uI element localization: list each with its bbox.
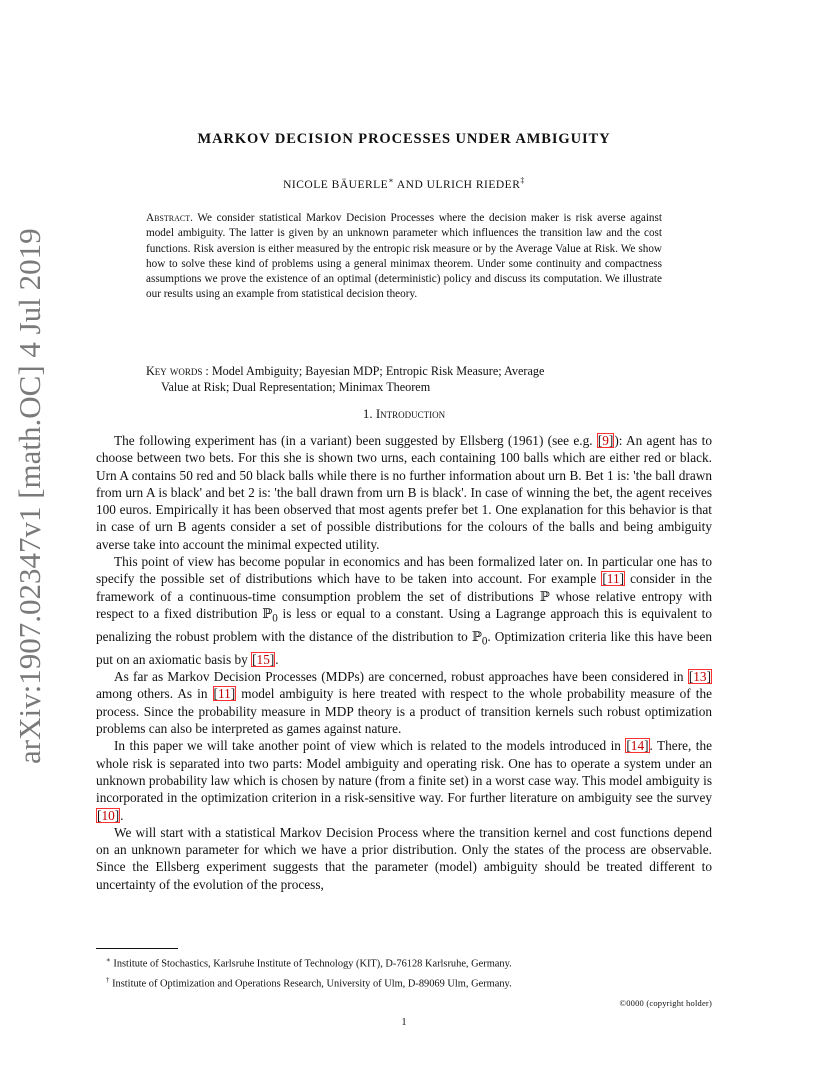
subscript: 0 xyxy=(272,612,278,625)
footnote-1 xyxy=(106,952,706,972)
page-number: 1 xyxy=(401,1017,407,1028)
subscript: 0 xyxy=(481,635,488,648)
arxiv-identifier: arXiv:1907.02347v1 [math.OC] 4 Jul 2019 xyxy=(12,228,47,764)
author-conjunction: AND xyxy=(394,178,427,191)
text-run: This point of view has become popular in economics and has been formalized later on. In particular one has to specify the possible set of distributions which have to be taken into account. For example xyxy=(96,554,712,587)
citation-link[interactable] xyxy=(597,433,615,448)
text-run: . There, the whole risk is separated into two parts: Model ambiguity and operating risk. One has to operate a system under an unknown probability law which is chosen by nature (from a finite set) in a worst case way. This model ambiguity is incorporated in the optimization criterion in a risk-sensitive way. For further literature on ambiguity see the survey xyxy=(96,738,713,806)
abstract-text: We consider statistical Markov Decision Processes where the decision maker is risk averse against model ambiguity. The latter is given by an unknown parameter which influences the transition law and the cost functions. Risk aversion is either measured by the entropic risk measure or by the Average Value at Risk. We show how to solve these kind of problems using a general minimax theorem. Under some continuity and compactness assumptions we prove the existence of an optimal (deterministic) policy and discuss its computation. We illustrate our results using an example from statistical decision theory. xyxy=(146,212,662,301)
citation-link[interactable] xyxy=(625,738,649,753)
copyright-notice: ©0000 (copyright holder) xyxy=(619,998,712,1008)
section-heading xyxy=(96,406,712,422)
paragraph-2 xyxy=(96,553,712,668)
text-run: As far as Markov Decision Processes (MDPs) are concerned, robust approaches have been considered in xyxy=(114,669,688,685)
footnotes xyxy=(106,952,706,993)
footnote-text: Institute of Optimization and Operations Research, University of Ulm, D-89069 Ulm, Germany. xyxy=(109,978,512,990)
text-run: . xyxy=(275,651,279,667)
author-1: NICOLE BÄUERLE xyxy=(283,178,389,191)
text-run: consider in the framework of a continuous-time consumption problem the set of distributions ℙ whose relative entropy with respect to a fixed distribution ℙ xyxy=(96,571,713,621)
keywords-line-1: Model Ambiguity; Bayesian MDP; Entropic Risk Measure; Average xyxy=(211,364,545,378)
body-text xyxy=(96,432,712,893)
paper-title: MARKOV DECISION PROCESSES UNDER AMBIGUITY xyxy=(197,131,611,147)
citation-number[interactable]: [ 11 ] xyxy=(602,571,624,586)
text-run: The following experiment has (in a variant) been suggested by Ellsberg (1961) (see e.g. xyxy=(114,433,597,448)
citation-number[interactable]: [ 9 ] xyxy=(598,433,614,448)
author-1-mark: ∗ xyxy=(388,176,395,185)
paragraph-1 xyxy=(96,432,712,553)
text-run: model ambiguity is here treated with respect to the whole probability measure of the process. Since the probability measure in MDP theory is a product of transition kernels such robust optimization problems can also be interpreted as games against nature. xyxy=(96,686,712,737)
keywords xyxy=(146,363,662,396)
paragraph-5 xyxy=(96,824,712,893)
keywords-label: Key words xyxy=(146,364,203,378)
text-run: ): An agent has to choose between two bets. For this she is shown two urns, each containing 100 balls which are either red or black. Urn A contains 50 red and 50 black balls while there is no further information about urn B. Bet 1 is: 'the ball drawn from urn A is black' and bet 2 is: 'the ball drawn from urn B is black'. In case of winning the bet, the agent receives 100 euros. Empirically it has been observed that most agents prefer bet 1. One explanation for this behavior is that in case of urn B agents consider a set of possible distributions for the colours of the balls and being ambiguity averse take into account the minimal expected utility. xyxy=(96,433,712,552)
author-line xyxy=(96,176,712,191)
abstract-label: Abstract. xyxy=(146,212,193,224)
author-2: ULRICH RIEDER xyxy=(426,178,521,191)
abstract xyxy=(146,211,662,303)
text-run: . Optimization criteria like this have been put on an axiomatic basis by xyxy=(96,628,712,667)
section-title: Introduction xyxy=(375,406,446,421)
citation-link[interactable] xyxy=(688,669,712,684)
citation-link[interactable] xyxy=(251,652,275,667)
citation-link[interactable] xyxy=(213,686,237,701)
paragraph-4 xyxy=(96,737,712,823)
author-2-mark: ‡ xyxy=(520,176,525,185)
footnote-rule xyxy=(96,948,178,949)
citation-number[interactable]: [ 13 ] xyxy=(689,669,711,684)
citation-number[interactable]: [ 14 ] xyxy=(626,738,648,753)
text-run: among others. As in xyxy=(96,686,213,702)
text-run: is less or equal to a constant. Using a Lagrange approach this is equivalent to penalizing the robust problem with the distance of the distribution to ℙ xyxy=(96,605,712,644)
citation-number[interactable]: [ 10 ] xyxy=(97,808,119,823)
paragraph-3 xyxy=(96,668,712,737)
section-number: 1. xyxy=(362,406,373,421)
footnote-text: Institute of Stochastics, Karlsruhe Institute of Technology (KIT), D-76128 Karlsruhe, Germany. xyxy=(110,958,512,970)
footnote-mark: ∗ xyxy=(106,956,111,964)
citation-number[interactable]: [ 15 ] xyxy=(252,652,274,667)
text-run: We will start with a statistical Markov Decision Process where the transition kernel and cost functions depend on an unknown parameter for which we have a prior distribution. Only the states of the process are observable. Since the Ellsberg experiment suggests that the parameter (model) ambiguity should be treated different to uncertainty of the evolution of the process, xyxy=(96,824,712,892)
footnote-mark: † xyxy=(106,976,110,985)
citation-link[interactable] xyxy=(601,571,625,586)
citation-link[interactable] xyxy=(96,808,120,823)
text-run: . xyxy=(120,807,124,823)
footnote-2 xyxy=(106,972,706,992)
keywords-line-2: Value at Risk; Dual Representation; Minimax Theorem xyxy=(161,380,431,395)
keywords-sep: : xyxy=(202,364,212,378)
text-run: In this paper we will take another point of view which is related to the models introduced in xyxy=(114,738,626,754)
citation-number[interactable]: [ 11 ] xyxy=(214,686,236,701)
